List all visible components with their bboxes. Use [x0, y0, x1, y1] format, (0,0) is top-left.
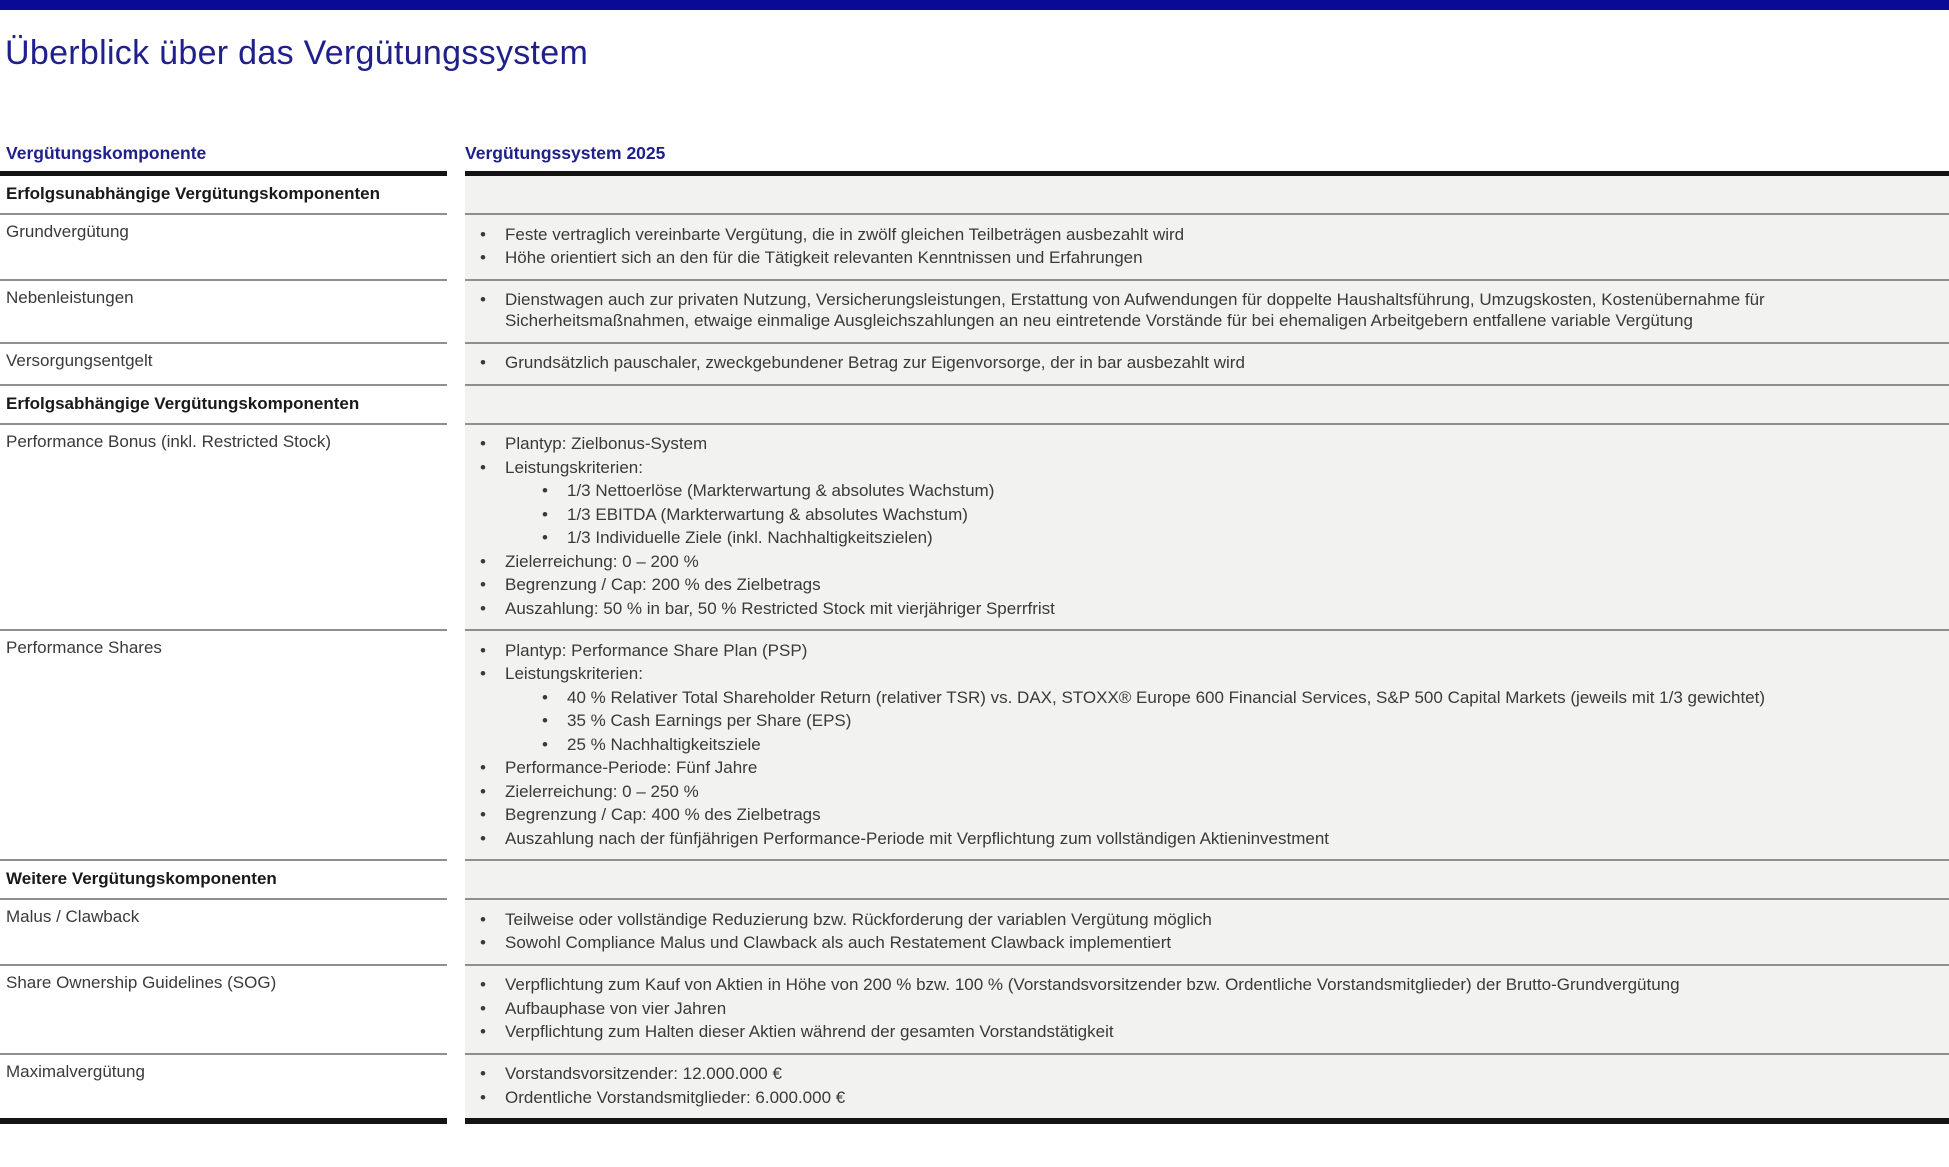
page-title: Überblick über das Vergütungssystem	[5, 34, 589, 72]
bullet-list	[479, 1063, 1933, 1108]
sub-bullet-item: • 40 % Relativer Total Shareholder Return (relativer TSR) vs. DAX, STOXX® Europe 600 Financial Services, S&P 500 Capital Markets (jeweils mit 1/3 gewichtet)	[541, 687, 1933, 708]
table-row-maximalverguetung	[0, 1055, 1949, 1125]
table-row-versorgungsentgelt	[0, 344, 1949, 386]
sub-bullet-item: • 1/3 Individuelle Ziele (inkl. Nachhaltigkeitszielen)	[541, 527, 1933, 548]
bullet-item: • Ordentliche Vorstandsmitglieder: 6.000.000 €	[479, 1087, 1933, 1108]
bullet-item: • Begrenzung / Cap: 400 % des Zielbetrags	[479, 804, 1933, 825]
section-label: Erfolgsunabhängige Vergütungskomponenten	[0, 176, 447, 215]
table-row-performance-bonus	[0, 425, 1949, 632]
bullet-list	[479, 640, 1933, 849]
sub-bullet-item: • 1/3 Nettoerlöse (Markterwartung & absolutes Wachstum)	[541, 480, 1933, 501]
row-content	[465, 425, 1949, 632]
row-label: Malus / Clawback	[0, 900, 447, 966]
bullet-item	[479, 457, 1933, 549]
bullet-item: • Plantyp: Performance Share Plan (PSP)	[479, 640, 1933, 661]
sub-bullet-list	[541, 687, 1933, 755]
column-header-system-2025: Vergütungssystem 2025	[465, 143, 1949, 176]
section-label: Erfolgsabhängige Vergütungskomponenten	[0, 386, 447, 425]
bullet-item: • Feste vertraglich vereinbarte Vergütung, die in zwölf gleichen Teilbeträgen ausbezahlt wird	[479, 224, 1933, 245]
section-empty-cell	[465, 386, 1949, 425]
row-label: Performance Bonus (inkl. Restricted Stock)	[0, 425, 447, 632]
section-label: Weitere Vergütungskomponenten	[0, 861, 447, 900]
row-label: Grundvergütung	[0, 215, 447, 281]
row-label: Maximalvergütung	[0, 1055, 447, 1125]
bullet-item: • Sowohl Compliance Malus und Clawback als auch Restatement Clawback implementiert	[479, 932, 1933, 953]
sub-bullet-item: • 35 % Cash Earnings per Share (EPS)	[541, 710, 1933, 731]
bullet-list	[479, 289, 1933, 331]
table-row-nebenleistungen	[0, 281, 1949, 344]
bullet-text: Leistungskriterien:	[505, 457, 643, 477]
bullet-item	[479, 663, 1933, 755]
bullet-text: Leistungskriterien:	[505, 664, 643, 683]
sub-bullet-list	[541, 480, 1933, 548]
table-row-performance-shares	[0, 631, 1949, 861]
row-label: Nebenleistungen	[0, 281, 447, 344]
bullet-item: • Aufbauphase von vier Jahren	[479, 998, 1933, 1019]
top-accent-bar	[0, 0, 1949, 10]
row-content	[465, 281, 1949, 344]
section-row-erfolgsabhaengig	[0, 386, 1949, 425]
bullet-item: • Verpflichtung zum Halten dieser Aktien während der gesamten Vorstandstätigkeit	[479, 1021, 1933, 1042]
table-row-share-ownership-guidelines	[0, 966, 1949, 1055]
bullet-list	[479, 224, 1933, 269]
bullet-item: • Grundsätzlich pauschaler, zweckgebundener Betrag zur Eigenvorsorge, der in bar ausbezahlt wird	[479, 352, 1933, 373]
bullet-item: • Auszahlung nach der fünfjährigen Performance-Periode mit Verpflichtung zum vollständigen Aktieninvestment	[479, 828, 1933, 849]
table-header-row	[0, 143, 1949, 176]
section-row-erfolgsunabhaengig	[0, 176, 1949, 215]
row-content	[465, 966, 1949, 1055]
bullet-item: • Vorstandsvorsitzender: 12.000.000 €	[479, 1063, 1933, 1084]
bullet-item: • Plantyp: Zielbonus-System	[479, 433, 1933, 454]
bullet-item: • Zielerreichung: 0 – 250 %	[479, 781, 1933, 802]
row-content	[465, 1055, 1949, 1125]
bullet-list	[479, 433, 1933, 619]
bullet-item: • Performance-Periode: Fünf Jahre	[479, 757, 1933, 778]
table-row-malus-clawback	[0, 900, 1949, 966]
section-empty-cell	[465, 176, 1949, 215]
bullet-item: • Dienstwagen auch zur privaten Nutzung, Versicherungsleistungen, Erstattung von Aufwendungen für doppelte Haushaltsführung, Umzugskosten, Kostenübernahme für Sicherheitsmaßnahmen, etwaige einmalige Ausgleichszahlungen an neu eintretende Vorstände für bei ehemaligen Arbeitgebern entfallene variable Vergütung	[479, 289, 1933, 331]
row-content	[465, 900, 1949, 966]
bullet-item: • Zielerreichung: 0 – 200 %	[479, 551, 1933, 572]
bullet-list	[479, 909, 1933, 954]
compensation-table	[0, 143, 1949, 1124]
section-empty-cell	[465, 861, 1949, 900]
row-content	[465, 631, 1949, 861]
sub-bullet-item: • 25 % Nachhaltigkeitsziele	[541, 734, 1933, 755]
row-content	[465, 344, 1949, 386]
row-content	[465, 215, 1949, 281]
bullet-item: • Höhe orientiert sich an den für die Tätigkeit relevanten Kenntnissen und Erfahrungen	[479, 247, 1933, 268]
row-label: Share Ownership Guidelines (SOG)	[0, 966, 447, 1055]
bullet-item: • Teilweise oder vollständige Reduzierung bzw. Rückforderung der variablen Vergütung möglich	[479, 909, 1933, 930]
section-row-weitere	[0, 861, 1949, 900]
bullet-list	[479, 974, 1933, 1042]
bullet-item: • Auszahlung: 50 % in bar, 50 % Restricted Stock mit vierjähriger Sperrfrist	[479, 598, 1933, 619]
bullet-item: • Verpflichtung zum Kauf von Aktien in Höhe von 200 % bzw. 100 % (Vorstandsvorsitzender bzw. Ordentliche Vorstandsmitglieder) der Brutto-Grundvergütung	[479, 974, 1933, 995]
sub-bullet-item: • 1/3 EBITDA (Markterwartung & absolutes Wachstum)	[541, 504, 1933, 525]
row-label: Performance Shares	[0, 631, 447, 861]
bullet-list	[479, 352, 1933, 373]
column-header-component: Vergütungskomponente	[0, 143, 447, 176]
table-row-grundverguetung	[0, 215, 1949, 281]
bullet-item: • Begrenzung / Cap: 200 % des Zielbetrags	[479, 574, 1933, 595]
row-label: Versorgungsentgelt	[0, 344, 447, 386]
